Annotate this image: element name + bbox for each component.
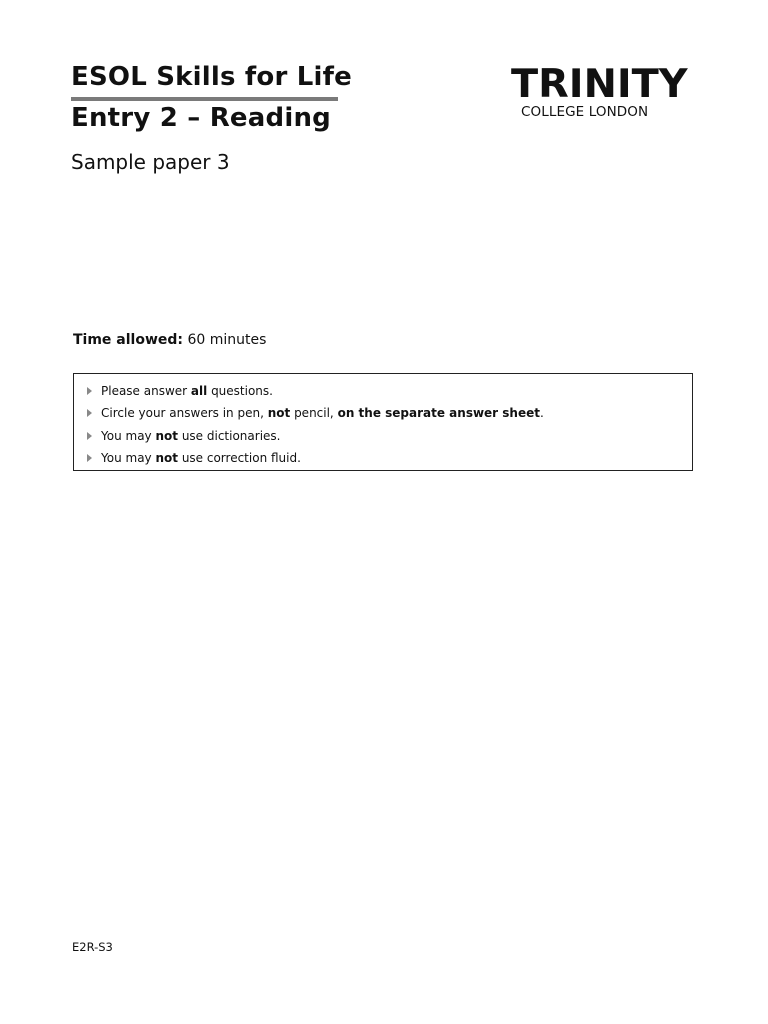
time-allowed-value: 60 minutes [187,332,267,348]
caret-right-icon [86,386,94,396]
caret-right-icon [86,453,94,463]
page-title-line1: ESOL Skills for Life [71,62,352,92]
instruction-item [86,402,692,424]
caret-right-icon [86,408,94,418]
trinity-logo [511,62,695,120]
logo-subline: COLLEGE LONDON [521,104,649,120]
time-allowed [73,332,266,348]
paper-code: E2R-S3 [72,940,113,954]
instruction-text: You may not use dictionaries. [101,428,281,443]
instruction-text: You may not use correction fluid. [101,451,301,466]
time-allowed-label: Time allowed: [73,332,184,348]
page-title-line2: Entry 2 – Reading [71,103,331,133]
caret-right-icon [86,431,94,441]
instruction-item [86,425,692,447]
instruction-item [86,380,692,402]
instruction-text: Circle your answers in pen, not pencil, on the separate answer sheet. [101,406,544,421]
logo-wordmark: TRINITY [511,62,688,107]
instructions-box [73,373,693,471]
page-subtitle: Sample paper 3 [71,150,230,174]
title-underline [71,97,338,101]
instruction-text: Please answer all questions. [101,384,273,399]
instruction-item [86,447,692,469]
